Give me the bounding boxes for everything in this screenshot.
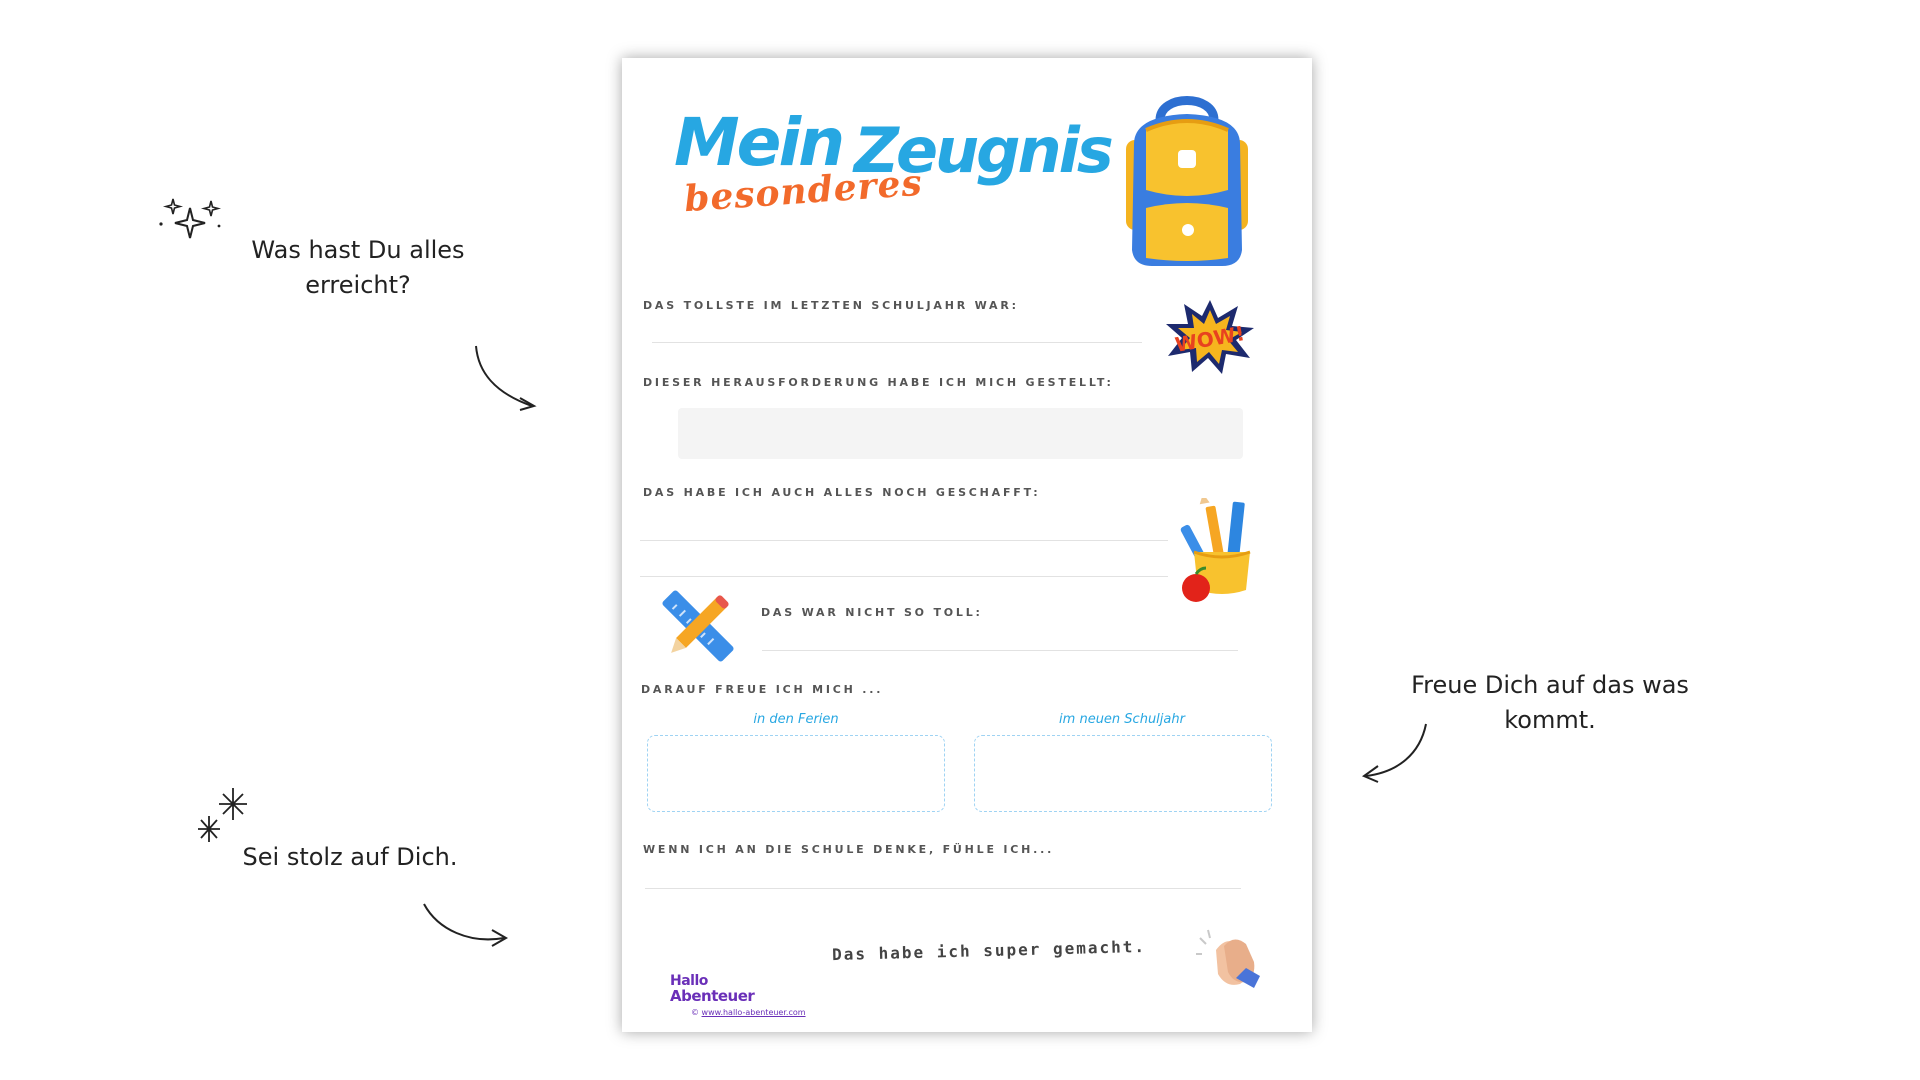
answer-box-new-school-year[interactable] [974,735,1272,812]
question-not-so-great: DAS WAR NICHT SO TOLL: [761,606,983,619]
title-mein: Mein [674,104,843,181]
curved-arrow-icon [470,342,542,414]
clapping-hands-icon [1196,928,1264,992]
question-achievements: DAS HABE ICH AUCH ALLES NOCH GESCHAFFT: [643,486,1041,499]
label-holidays: in den Ferien [753,712,839,727]
question-challenge: DIESER HERAUSFORDERUNG HABE ICH MICH GESTELLT: [643,376,1114,389]
pencil-ruler-icon [658,586,738,666]
note-look-forward: Freue Dich auf das was kommt. [1411,671,1689,734]
sparkle-icon [155,196,225,248]
worksheet-page [622,58,1312,1032]
answer-box-holidays[interactable] [647,735,945,812]
curved-arrow-icon [420,900,512,956]
answer-line[interactable] [652,342,1142,343]
question-best-thing: DAS TOLLSTE IM LETZTEN SCHULJAHR WAR: [643,299,1019,312]
backpack-icon [1112,90,1262,270]
answer-box-challenge[interactable] [678,408,1243,459]
copyright-symbol: © [691,1008,699,1017]
curved-arrow-icon [1358,718,1430,784]
note-proud: Sei stolz auf Dich. [242,843,458,871]
wow-badge-icon [1162,296,1258,376]
brand-logo: Hallo Abenteuer [670,973,755,1005]
question-looking-forward: DARAUF FREUE ICH MICH ... [641,683,884,696]
title-besonderes: besonderes [682,161,924,221]
note-achieved: Was hast Du alles erreicht? [251,236,465,299]
label-new-school-year: im neuen Schuljahr [1059,712,1185,727]
answer-line[interactable] [640,540,1168,541]
pencil-cup-icon [1174,498,1270,608]
answer-line[interactable] [645,888,1241,889]
website-link[interactable]: www.hallo-abenteuer.com [701,1008,806,1017]
answer-line[interactable] [762,650,1238,651]
title-zeugnis: Zeugnis [854,114,1111,187]
question-feelings: WENN ICH AN DIE SCHULE DENKE, FÜHLE ICH... [643,843,1055,856]
wow-text: WOW! [1173,321,1247,357]
closing-text: Das habe ich super gemacht. [831,936,1147,965]
answer-line[interactable] [640,576,1168,577]
copyright-line [691,1008,806,1017]
